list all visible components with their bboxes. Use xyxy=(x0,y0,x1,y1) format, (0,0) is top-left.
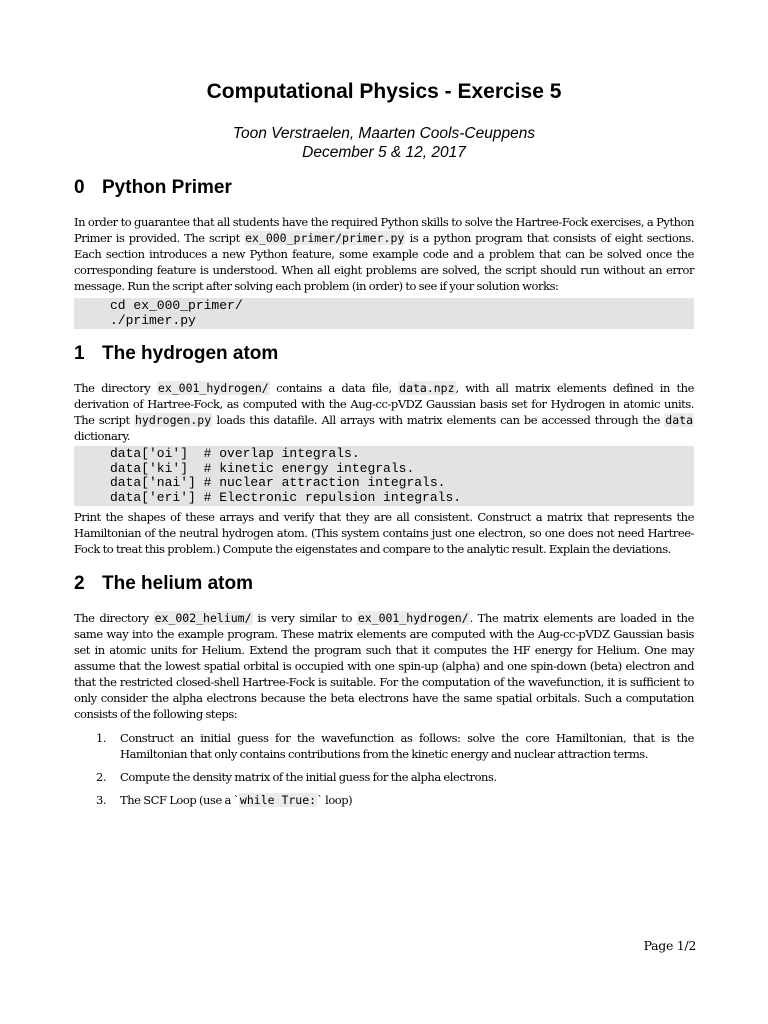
section-title: The helium atom xyxy=(102,573,253,594)
list-item xyxy=(74,769,694,785)
list-number: 3. xyxy=(96,793,107,807)
text-run: . The matrix elements are loaded in the same way into the example program. These matrix elements are computed with the Aug-cc-pVDZ Gaussian basis set in atomic units for Helium. Extend the program such that it computes the HF energy for Helium. One may assume that the lowest spatial orbital is occupied with one spin-up (alpha) and one spin-down (beta) electron and that the restricted closed-shell Hartree-Fock is suitable. For the computation of the wavefunction, it is sufficient to only consider the alpha electrons because the beta electrons have the same spatial orbitals. Such a computation consists of the following steps: xyxy=(74,611,694,721)
section-2-heading xyxy=(74,573,694,595)
section-0-paragraph xyxy=(74,214,694,294)
text-run: dictionary. xyxy=(74,429,131,443)
list-item xyxy=(74,730,694,762)
section-title: The hydrogen atom xyxy=(102,343,279,364)
code-block: cd ex_000_primer/ ./primer.py xyxy=(74,298,694,329)
section-1-heading xyxy=(74,343,694,365)
list-text: ` loop) xyxy=(317,793,353,807)
inline-code: ex_000_primer/primer.py xyxy=(245,231,405,245)
page-number: Page 1/2 xyxy=(643,938,696,953)
code-block: data['oi'] # overlap integrals. data['ki'] # kinetic energy integrals. data['nai'] # nuclear attraction integrals. data['eri'] # Electronic repulsion integrals. xyxy=(74,446,694,506)
text-run: loads this datafile. All arrays with matrix elements can be accessed through the xyxy=(212,413,665,427)
section-number: 1 xyxy=(74,343,85,364)
section-1-paragraph-2: Print the shapes of these arrays and verify that they are all consistent. Construct a matrix that represents the Hamiltonian of the neutral hydrogen atom. (This system contains just one electron, so one does not need Hartree-Fock to treat this problem.) Compute the eigenstates and compare to the analytic result. Explain the deviations. xyxy=(74,510,694,556)
date: December 5 & 12, 2017 xyxy=(302,144,466,161)
inline-code: hydrogen.py xyxy=(134,413,212,427)
steps-list xyxy=(74,730,694,808)
list-number: 1. xyxy=(96,731,107,745)
text-run: is very similar to xyxy=(252,611,357,625)
list-text: Construct an initial guess for the wavefunction as follows: solve the core Hamiltonian, that is the Hamiltonian that only contains contributions from the kinetic energy and nuclear attraction terms. xyxy=(120,731,694,761)
inline-code: data.npz xyxy=(399,381,455,395)
text-run: is a python program that consists of eight sections. Each section introduces a new Python feature, some example code and a problem that can be solved once the corresponding feature is understood. When all eight problems are solved, the script should run without an error message. Run the script after solving each problem (in order) to see if your solution works: xyxy=(74,231,694,293)
section-title: Python Primer xyxy=(102,177,232,198)
inline-code: ex_002_helium/ xyxy=(154,611,252,625)
text-run: The directory xyxy=(74,611,154,625)
document-page xyxy=(74,80,694,815)
document-title: Computational Physics - Exercise 5 xyxy=(206,80,562,103)
text-run: , with all matrix elements defined in the derivation of Hartree-Fock, as computed with the Aug-cc-pVDZ Gaussian basis set for Hydrogen in atomic units. The script xyxy=(74,381,694,427)
list-text: Compute the density matrix of the initial guess for the alpha electrons. xyxy=(120,770,497,784)
inline-code: while True: xyxy=(239,793,317,807)
section-2-paragraph xyxy=(74,610,694,722)
list-number: 2. xyxy=(96,770,107,784)
section-number: 0 xyxy=(74,177,85,198)
section-number: 2 xyxy=(74,573,85,594)
list-text: The SCF Loop (use a ` xyxy=(120,793,239,807)
text-run: The directory xyxy=(74,381,157,395)
inline-code: ex_001_hydrogen/ xyxy=(357,611,469,625)
section-1-paragraph xyxy=(74,380,694,444)
inline-code: ex_001_hydrogen/ xyxy=(157,381,269,395)
authors: Toon Verstraelen, Maarten Cools-Ceuppens xyxy=(232,125,536,142)
list-item xyxy=(74,792,694,808)
text-run: In order to guarantee that all students have the required Python skills to solve the Hartree-Fock exercises, a Python Primer is provided. The script xyxy=(74,215,694,245)
section-0-heading xyxy=(74,177,694,199)
text-run: contains a data file, xyxy=(269,381,399,395)
inline-code: data xyxy=(665,413,693,427)
